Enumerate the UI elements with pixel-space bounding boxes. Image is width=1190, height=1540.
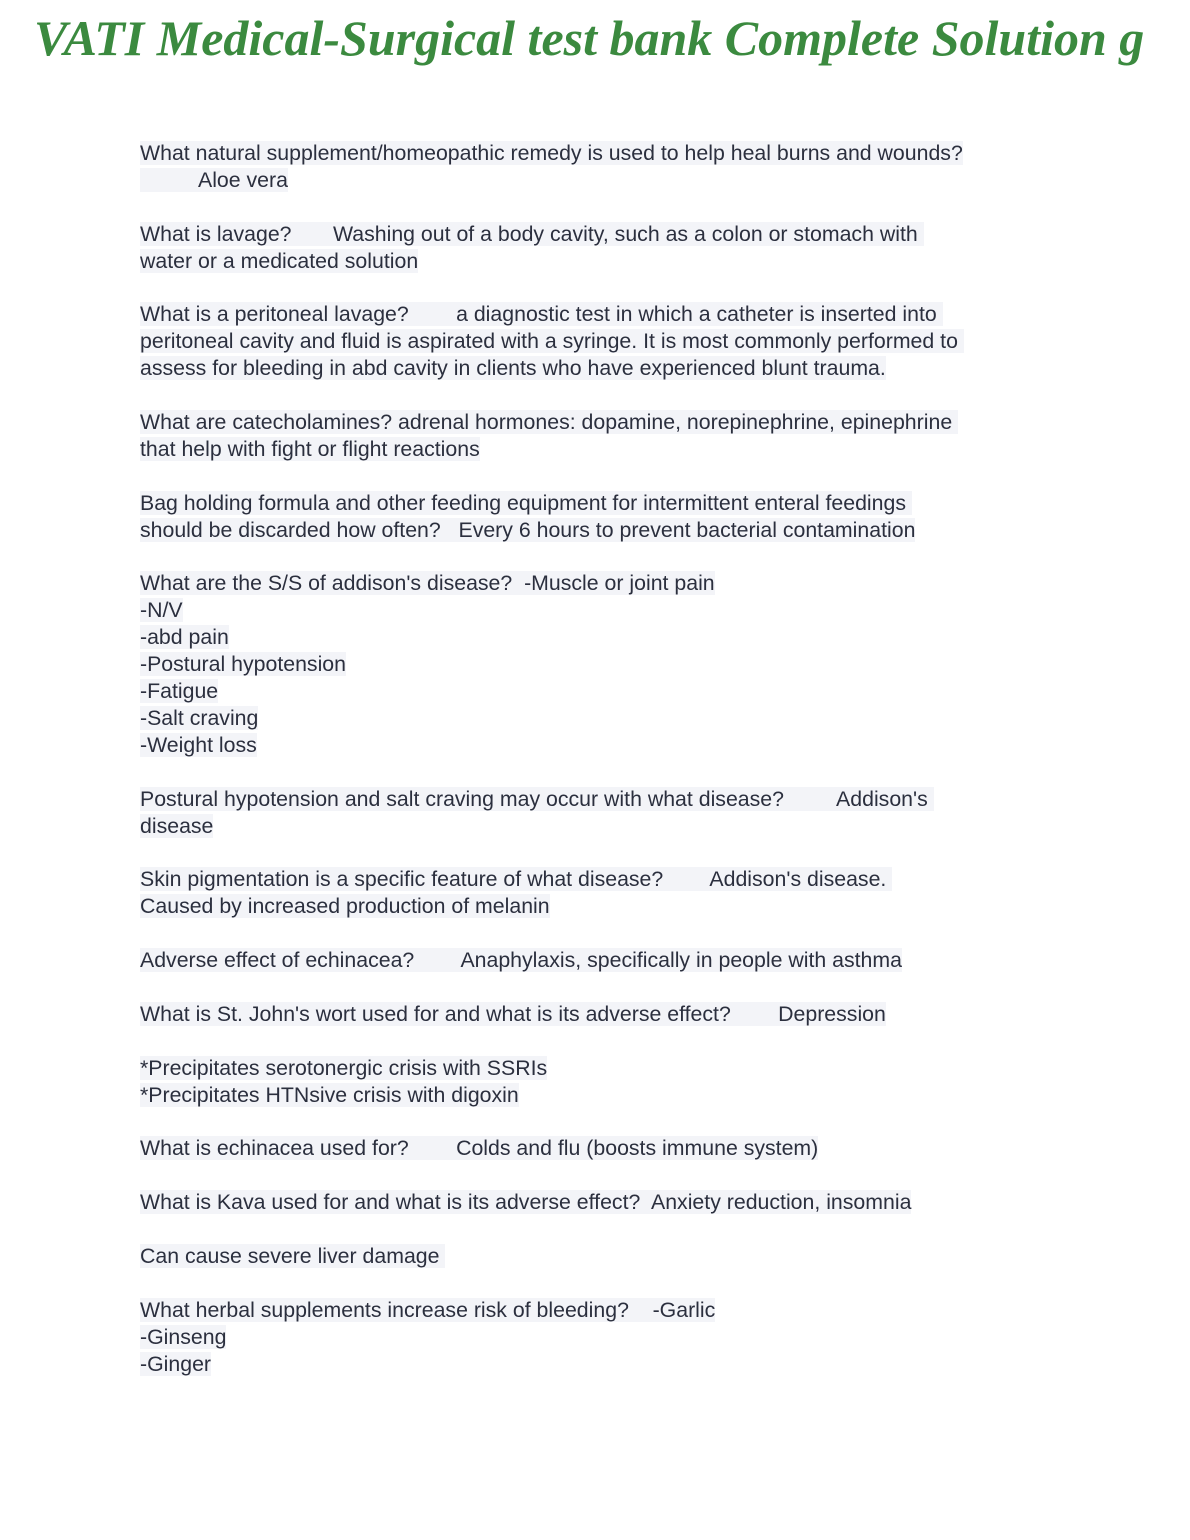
text-line [140,1189,1050,1216]
line-text: Skin pigmentation is a specific feature of what disease? Addison's disease. [140,867,893,892]
qa-entry [140,786,1050,840]
line-text: Postural hypotension and salt craving may occur with what disease? Addison's [140,786,934,811]
text-line [140,597,1050,624]
line-text: -Weight loss [140,732,257,757]
text-line [140,221,1050,248]
text-line [140,866,1050,893]
line-text: assess for bleeding in abd cavity in clients who have experienced blunt trauma. [140,356,886,381]
line-text: Bag holding formula and other feeding equipment for intermittent enteral feedings [140,490,912,515]
qa-entry [140,947,1050,974]
qa-entry [140,301,1050,382]
qa-entry [140,1135,1050,1162]
line-text: that help with fight or flight reactions [140,436,480,461]
watermark-title: VATI Medical-Surgical test bank Complete Solution g [34,10,1145,66]
text-line [140,624,1050,651]
document-body [140,140,1050,1404]
text-line [140,570,1050,597]
qa-entry [140,1001,1050,1028]
text-line [140,140,1050,167]
line-text: What is Kava used for and what is its adverse effect? Anxiety reduction, insomnia [140,1190,912,1215]
text-line [140,436,1050,463]
text-line [140,1297,1050,1324]
qa-entry [140,490,1050,544]
line-text: What is lavage? Washing out of a body cavity, such as a colon or stomach with [140,221,924,246]
text-line [140,732,1050,759]
line-text: What is a peritoneal lavage? a diagnostic test in which a catheter is inserted into [140,302,943,327]
text-line [140,355,1050,382]
qa-entry [140,866,1050,920]
text-line [140,490,1050,517]
qa-entry [140,1189,1050,1216]
text-line [140,705,1050,732]
text-line [140,1001,1050,1028]
text-line [140,1055,1050,1082]
text-line [140,1324,1050,1351]
line-text: Adverse effect of echinacea? Anaphylaxis, specifically in people with asthma [140,948,902,973]
qa-entry [140,1243,1050,1270]
line-text: What is St. John's wort used for and what is its adverse effect? Depression [140,1001,886,1026]
text-line [140,1351,1050,1378]
qa-entry [140,570,1050,758]
line-text: What is echinacea used for? Colds and flu (boosts immune system) [140,1136,819,1161]
line-text: What natural supplement/homeopathic remedy is used to help heal burns and wounds? [140,141,963,165]
text-line [140,517,1050,544]
text-line [140,301,1050,328]
text-line [140,813,1050,840]
line-text: Aloe vera [140,167,288,192]
line-text: Can cause severe liver damage [140,1243,446,1268]
text-line [140,328,1050,355]
qa-entry [140,1055,1050,1109]
text-line [140,678,1050,705]
line-text: Caused by increased production of melanin [140,894,550,919]
text-line [140,947,1050,974]
line-text: disease [140,813,214,838]
text-line [140,893,1050,920]
text-line [140,409,1050,436]
line-text: -Postural hypotension [140,652,346,677]
line-text: What are catecholamines? adrenal hormones: dopamine, norepinephrine, epinephrine [140,410,959,435]
line-text: -Fatigue [140,679,219,704]
line-text: *Precipitates HTNsive crisis with digoxin [140,1082,519,1107]
qa-entry [140,221,1050,275]
line-text: -Salt craving [140,705,259,730]
qa-entry [140,409,1050,463]
text-line [140,651,1050,678]
line-text: should be discarded how often? Every 6 hours to prevent bacterial contamination [140,517,916,542]
text-line [140,248,1050,275]
line-text: -N/V [140,598,183,623]
text-line [140,1082,1050,1109]
line-text: -abd pain [140,625,229,650]
line-text: What are the S/S of addison's disease? -Muscle or joint pain [140,571,715,596]
qa-entry [140,140,1050,194]
line-text: *Precipitates serotonergic crisis with SSRIs [140,1055,548,1080]
text-line [140,1135,1050,1162]
line-text: -Ginseng [140,1324,227,1349]
qa-entry [140,1297,1050,1378]
text-line [140,167,1050,194]
line-text: peritoneal cavity and fluid is aspirated with a syringe. It is most commonly performed to [140,329,964,354]
text-line [140,786,1050,813]
line-text: What herbal supplements increase risk of bleeding? -Garlic [140,1297,716,1322]
line-text: water or a medicated solution [140,248,419,273]
line-text: -Ginger [140,1351,212,1376]
text-line [140,1243,1050,1270]
